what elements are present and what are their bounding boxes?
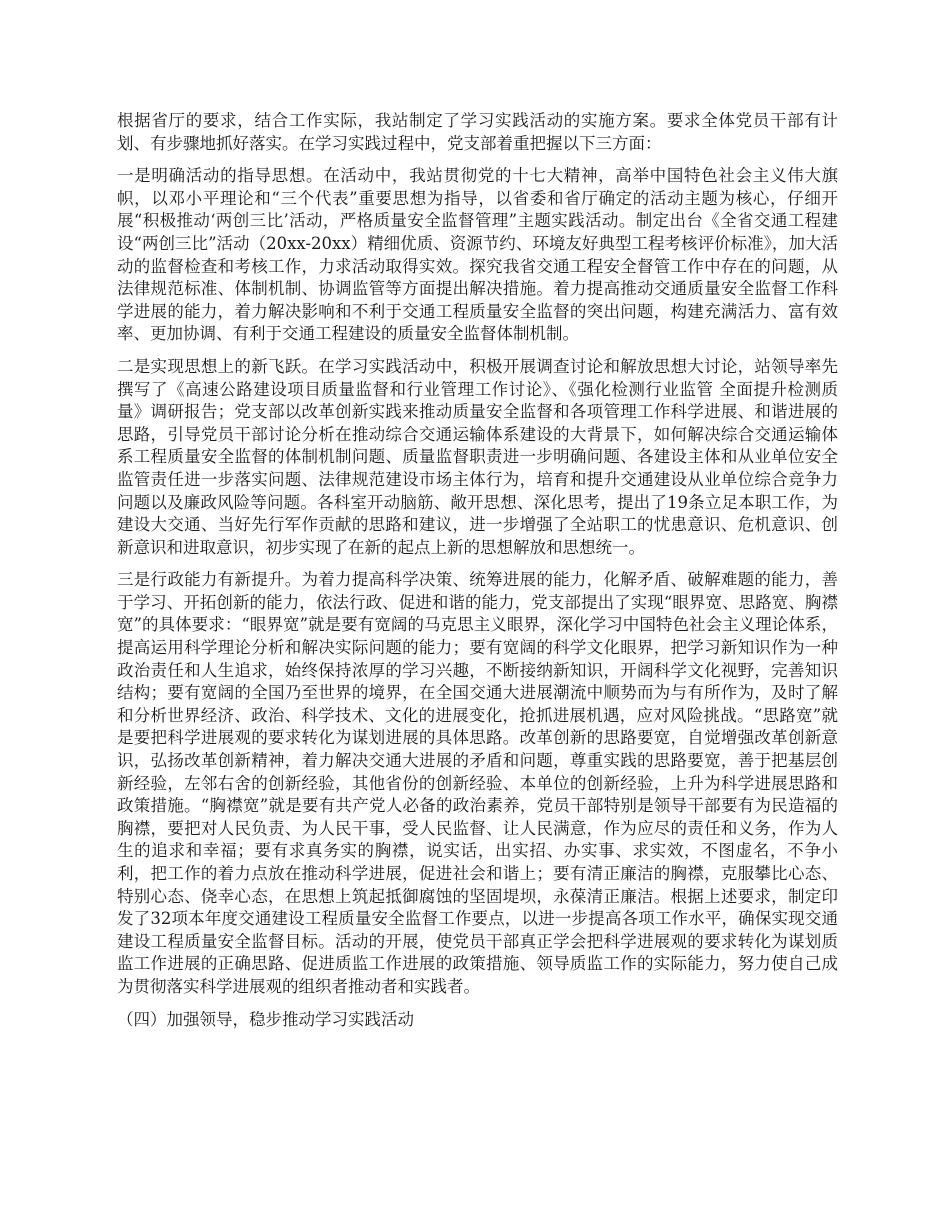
paragraph-new-leap: 二是实现思想上的新飞跃。在学习实践活动中，积极开展调查讨论和解放思想大讨论，站领导率先撰写了《高速公路建设项目质量监督和行业管理工作讨论》、《强化检测行业监管 全面提升检测质量》调研报告；党支部以改革创新实践来推动质量安全监督和各项管理工作科学进展、和谐进展的思路，引导党员干部讨论分析在推动综合交通运输体系建设的大背景下，如何解决综合交通运输体系工程质量安全监督的体制机制问题、质量监督职责进一步明确问题、各建设主体和从业单位安全监管责任进一步落实问题、法律规范建设市场主体行为，培育和提升交通建设从业单位综合竞争力问题以及廉政风险等问题。各科室开动脑筋、敞开思想、深化思考，提出了19条立足本职工作，为建设大交通、当好先行军作贡献的思路和建议，进一步增强了全站职工的忧患意识、危机意识、创新意识和进取意识，初步实现了在新的起点上新的思想解放和思想统一。 (117, 356, 838, 557)
section-heading: （四）加强领导，稳步推动学习实践活动 (117, 1009, 414, 1029)
paragraph-guiding-thought: 一是明确活动的指导思想。在活动中，我站贯彻党的十七大精神，高举中国特色社会主义伟大旗帜，以邓小平理论和“三个代表”重要思想为指导，以省委和省厅确定的活动主题为核心，仔细开展“积极推动‘两创三比’活动，严格质量安全监督管理”主题实践活动。制定出台《全省交通工程建设“两创三比”活动（20xx-20xx）精细优质、资源节约、环境友好典型工程考核评价标准》，加大活动的监督检查和考核工作，力求活动取得实效。探究我省交通工程安全督管工作中存在的问题，从法律规范标准、体制机制、协调监管等方面提出解决措施。着力提高推动交通质量安全监督工作科学进展的能力，着力解决影响和不利于交通工程质量安全监督的突出问题，构建充满活力、富有效率、更加协调、有利于交通工程建设的质量安全监督体制机制。 (117, 166, 838, 344)
paragraph-administrative-ability: 三是行政能力有新提升。为着力提高科学决策、统筹进展的能力，化解矛盾、破解难题的能力，善于学习、开拓创新的能力，依法行政、促进和谐的能力，党支部提出了实现“眼界宽、思路宽、胸襟宽”的具体要求：“眼界宽”就是要有宽阔的马克思主义眼界，深化学习中国特色社会主义理论体系，提高运用科学理论分析和解决实际问题的能力；要有宽阔的科学文化眼界，把学习新知识作为一种政治责任和人生追求，始终保持浓厚的学习兴趣，不断接纳新知识，开阔科学文化视野，完善知识结构；要有宽阔的全国乃至世界的境界，在全国交通大进展潮流中顺势而为与有所作为，及时了解和分析世界经济、政治、科学技术、文化的进展变化，抢抓进展机遇，应对风险挑战。“思路宽”就是要把科学进展观的要求转化为谋划进展的具体思路。改革创新的思路要宽，自觉增强改革创新意识，弘扬改革创新精神，着力解决交通大进展的矛盾和问题，尊重实践的思路要宽，善于把基层创新经验，左邻右舍的创新经验，其他省份的创新经验、本单位的创新经验，上升为科学进展思路和政策措施。“胸襟宽”就是要有共产党人必备的政治素养，党员干部特别是领导干部要有为民造福的胸襟，要把对人民负责、为人民干事，受人民监督、让人民满意，作为应尽的责任和义务，作为人生的追求和幸福；要有求真务实的胸襟，说实话，出实招、办实事、求实效，不图虚名，不争小利，把工作的着力点放在推动科学进展，促进社会和谐上；要有清正廉洁的胸襟，克服攀比心态、特别心态、侥幸心态，在思想上筑起抵御腐蚀的坚固堤坝，永葆清正廉洁。根据上述要求，制定印发了32项本年度交通建设工程质量安全监督工作要点，以进一步提高各项工作水平，确保实现交通建设工程质量安全监督目标。活动的开展，使党员干部真正学会把科学进展观的要求转化为谋划质监工作进展的正确思路、促进质监工作进展的政策措施、领导质监工作的实际能力，努力使自己成为贯彻落实科学进展观的组织者推动者和实践者。 (117, 570, 838, 996)
paragraph-intro: 根据省厅的要求，结合工作实际，我站制定了学习实践活动的实施方案。要求全体党员干部有计划、有步骤地抓好落实。在学习实践过程中，党支部着重把握以下三方面： (117, 111, 838, 153)
document-body (117, 110, 838, 1031)
